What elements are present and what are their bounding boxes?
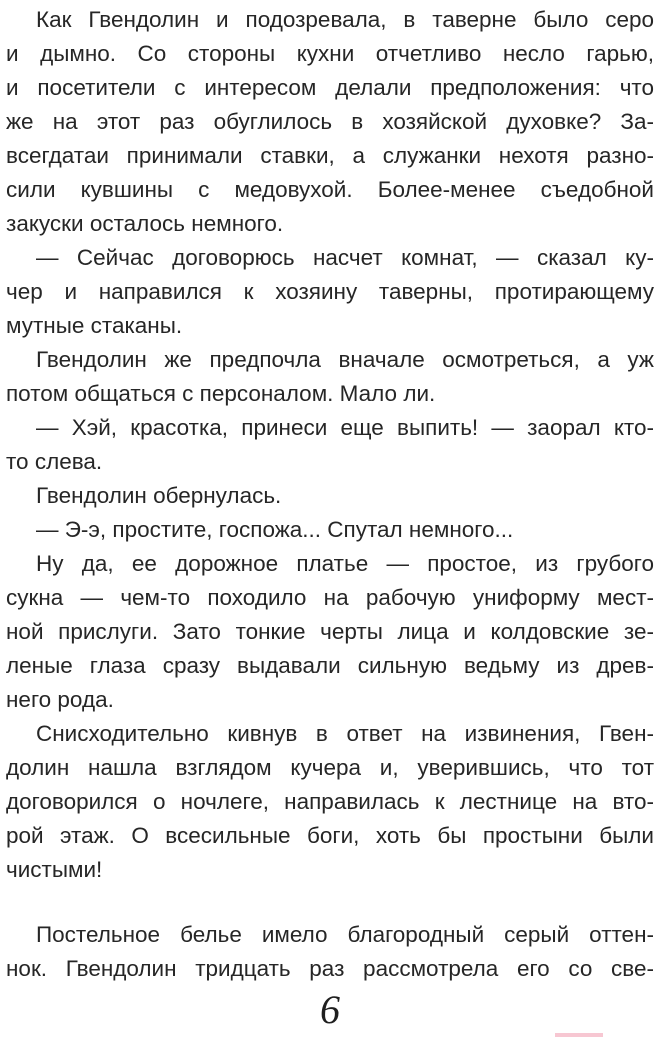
text-line: Снисходительно кивнув в ответ на извинения, Гвен- bbox=[36, 721, 654, 746]
text-line: Гвендолин же предпочла вначале осмотреться, а уж bbox=[36, 347, 654, 372]
text-line: Ну да, ее дорожное платье — простое, из грубого bbox=[36, 551, 654, 576]
text-line: всегдатаи принимали ставки, а служанки нехотя разно- bbox=[6, 143, 654, 168]
text-line: леные глаза сразу выдавали сильную ведьму из древ- bbox=[6, 653, 654, 678]
page-edge-mark bbox=[555, 1033, 603, 1037]
text-line: и дымно. Со стороны кухни отчетливо несло гарью, bbox=[6, 41, 654, 66]
text-line: сукна — чем-то походило на рабочую униформу мест- bbox=[6, 585, 654, 610]
text-line: — Сейчас договорюсь насчет комнат, — сказал ку- bbox=[36, 245, 654, 270]
text-line: чер и направился к хозяину таверны, протирающему bbox=[6, 279, 654, 304]
text-line: нок. Гвендолин тридцать раз рассмотрела его со све- bbox=[6, 956, 654, 981]
text-line: Постельное белье имело благородный серый оттен- bbox=[36, 922, 654, 947]
text-line: долин нашла взглядом кучера и, уверившись, что тот bbox=[6, 755, 654, 780]
text-line: — Хэй, красотка, принеси еще выпить! — заорал кто- bbox=[36, 415, 654, 440]
text-line: рой этаж. О всесильные боги, хоть бы простыни были bbox=[6, 823, 654, 848]
text-line: Гвендолин обернулась. bbox=[36, 483, 282, 508]
text-line: же на этот раз обуглилось в хозяйской духовке? За- bbox=[6, 109, 654, 134]
text-line: договорился о ночлеге, направилась к лестнице на вто- bbox=[6, 789, 654, 814]
text-line: него рода. bbox=[6, 687, 114, 712]
text-line: чистыми! bbox=[6, 857, 103, 882]
page-number: 6 bbox=[320, 987, 340, 1032]
text-line: Как Гвендолин и подозревала, в таверне было серо bbox=[36, 7, 654, 32]
text-line: ной прислуги. Зато тонкие черты лица и колдовские зе- bbox=[6, 619, 654, 644]
text-line: то слева. bbox=[6, 449, 103, 474]
text-line: потом общаться с персоналом. Мало ли. bbox=[6, 381, 436, 406]
text-line: сили кувшины с медовухой. Более-менее съедобной bbox=[6, 177, 654, 202]
text-line: мутные стаканы. bbox=[6, 313, 183, 338]
text-line: и посетители с интересом делали предположения: что bbox=[6, 75, 654, 100]
text-line: — Э-э, простите, госпожа... Спутал немного... bbox=[36, 517, 514, 542]
text-line: закуски осталось немного. bbox=[6, 211, 284, 236]
